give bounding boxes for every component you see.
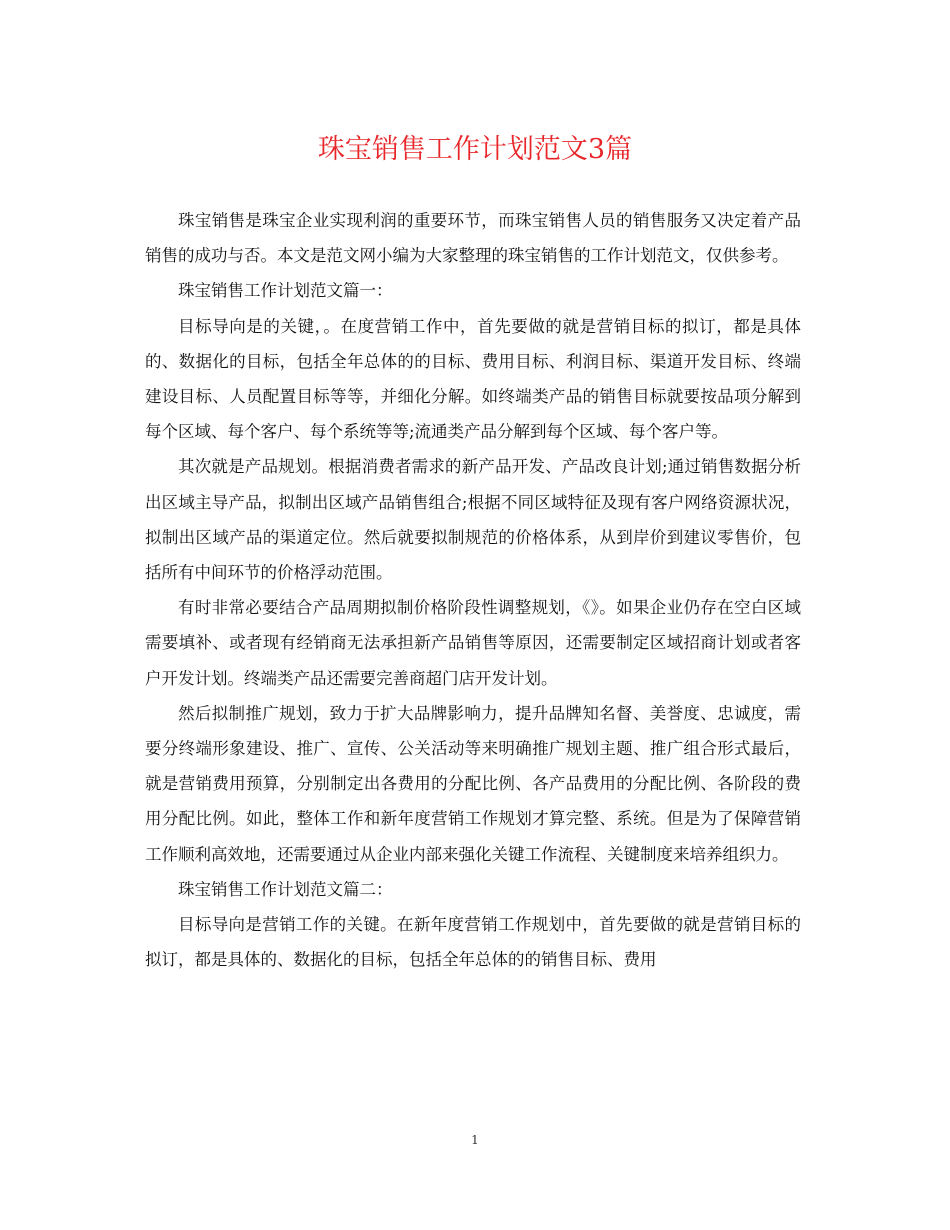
document-body: [145, 203, 801, 977]
body-paragraph: 其次就是产品规划。根据消费者需求的新产品开发、产品改良计划;通过销售数据分析出区域主导产品，拟制出区域产品销售组合;根据不同区域特征及现有客户网络资源状况，拟制出区域产品的渠道定位。然后就要拟制规范的价格体系，从到岸价到建议零售价，包括所有中间环节的价格浮动范围。: [145, 457, 801, 583]
body-paragraph: 目标导向是的关键，。在度营销工作中，首先要做的就是营销目标的拟订，都是具体的、数据化的目标，包括全年总体的的目标、费用目标、利润目标、渠道开发目标、终端建设目标、人员配置目标等等，并细化分解。如终端类产品的销售目标就要按品项分解到每个区域、每个客户、每个系统等等;流通类产品分解到每个区域、每个客户等。: [145, 316, 801, 442]
page-number: 1: [471, 1133, 479, 1147]
document-title: 珠宝销售工作计划范文3篇: [317, 134, 633, 165]
section-heading-2: 珠宝销售工作计划范文篇二：: [178, 879, 393, 899]
body-paragraph: 有时非常必要结合产品周期拟制价格阶段性调整规划，《》。如果企业仍存在空白区域需要填补、或者现有经销商无法承担新产品销售等原因，还需要制定区域招商计划或者客户开发计划。终端类产品还需要完善商超门店开发计划。: [145, 598, 801, 688]
intro-paragraph: 珠宝销售是珠宝企业实现利润的重要环节，而珠宝销售人员的销售服务又决定着产品销售的成功与否。本文是范文网小编为大家整理的珠宝销售的工作计划范文，仅供参考。: [145, 211, 801, 266]
section-heading-1: 珠宝销售工作计划范文篇一：: [178, 281, 393, 301]
body-paragraph: 目标导向是营销工作的关键。在新年度营销工作规划中，首先要做的就是营销目标的拟订，都是具体的、数据化的目标，包括全年总体的的销售目标、费用: [145, 915, 801, 970]
body-paragraph: 然后拟制推广规划，致力于扩大品牌影响力，提升品牌知名督、美誉度、忠诚度，需要分终端形象建设、推广、宣传、公关活动等来明确推广规划主题、推广组合形式最后，就是营销费用预算，分别制定出各费用的分配比例、各产品费用的分配比例、各阶段的费用分配比例。如此，整体工作和新年度营销工作规划才算完整、系统。但是为了保障营销工作顺利高效地，还需要通过从企业内部来强化关键工作流程、关键制度来培养组织力。: [145, 703, 801, 864]
